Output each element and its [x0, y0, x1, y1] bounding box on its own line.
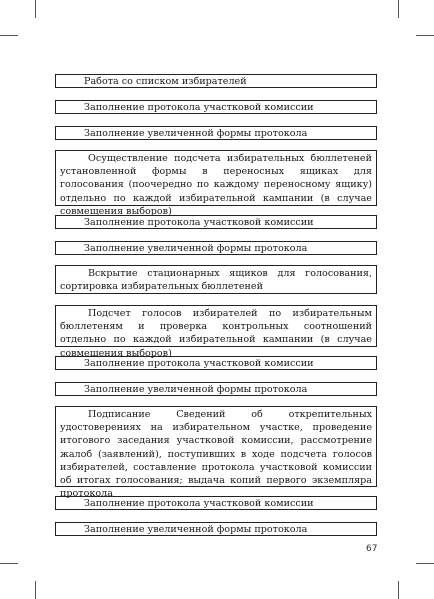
crop-mark-top-left-h — [0, 35, 18, 36]
flow-box-count-portable-boxes: Осуществление подсчета избирательных бюллетеней установленной формы в переносных ящиках для голосования (поочередно по каждому переносному ящику) отдельно по каждой избирательной кампании (в случае совмещения выборов) — [55, 150, 377, 206]
flow-box-count-votes: Подсчет голосов избирателей по избирательным бюллетеням и проверка контрольных соотношений отдельно по каждой избирательной кампании (в случае совмещения выборов) — [55, 305, 377, 347]
flow-box-fill-enlarged-form: Заполнение увеличенной формы протокола — [55, 241, 377, 255]
crop-mark-bottom-left-h — [0, 563, 18, 564]
flow-box-fill-enlarged-form: Заполнение увеличенной формы протокола — [55, 522, 377, 536]
flow-box-fill-protocol: Заполнение протокола участковой комиссии — [55, 215, 377, 229]
flow-box-sign-final-meeting: Подписание Сведений об открепительных удостоверениях на избирательном участке, проведение итогового заседания участковой комиссии, рассмотрение жалоб (заявлений), поступивших в ходе подсчета голосов избирателей, составление протокола участковой комиссии об итогах голосования; выдача копий первого экземпляра протокола — [55, 406, 377, 487]
crop-mark-top-right-h — [416, 35, 434, 36]
crop-mark-bottom-right-v — [398, 581, 399, 599]
flow-box-fill-enlarged-form: Заполнение увеличенной формы протокола — [55, 126, 377, 140]
flow-box-fill-protocol: Заполнение протокола участковой комиссии — [55, 100, 377, 114]
crop-mark-bottom-right-h — [416, 563, 434, 564]
flow-box-voter-list: Работа со списком избирателей — [55, 74, 377, 88]
crop-mark-top-left-v — [35, 0, 36, 18]
crop-mark-bottom-left-v — [35, 581, 36, 599]
flow-box-fill-enlarged-form: Заполнение увеличенной формы протокола — [55, 382, 377, 396]
crop-mark-top-right-v — [398, 0, 399, 18]
page-number: 67 — [366, 544, 378, 554]
flow-box-open-stationary-boxes: Вскрытие стационарных ящиков для голосования, сортировка избирательных бюллетеней — [55, 265, 377, 294]
flow-box-fill-protocol: Заполнение протокола участковой комиссии — [55, 356, 377, 370]
flow-box-fill-protocol: Заполнение протокола участковой комиссии — [55, 496, 377, 510]
